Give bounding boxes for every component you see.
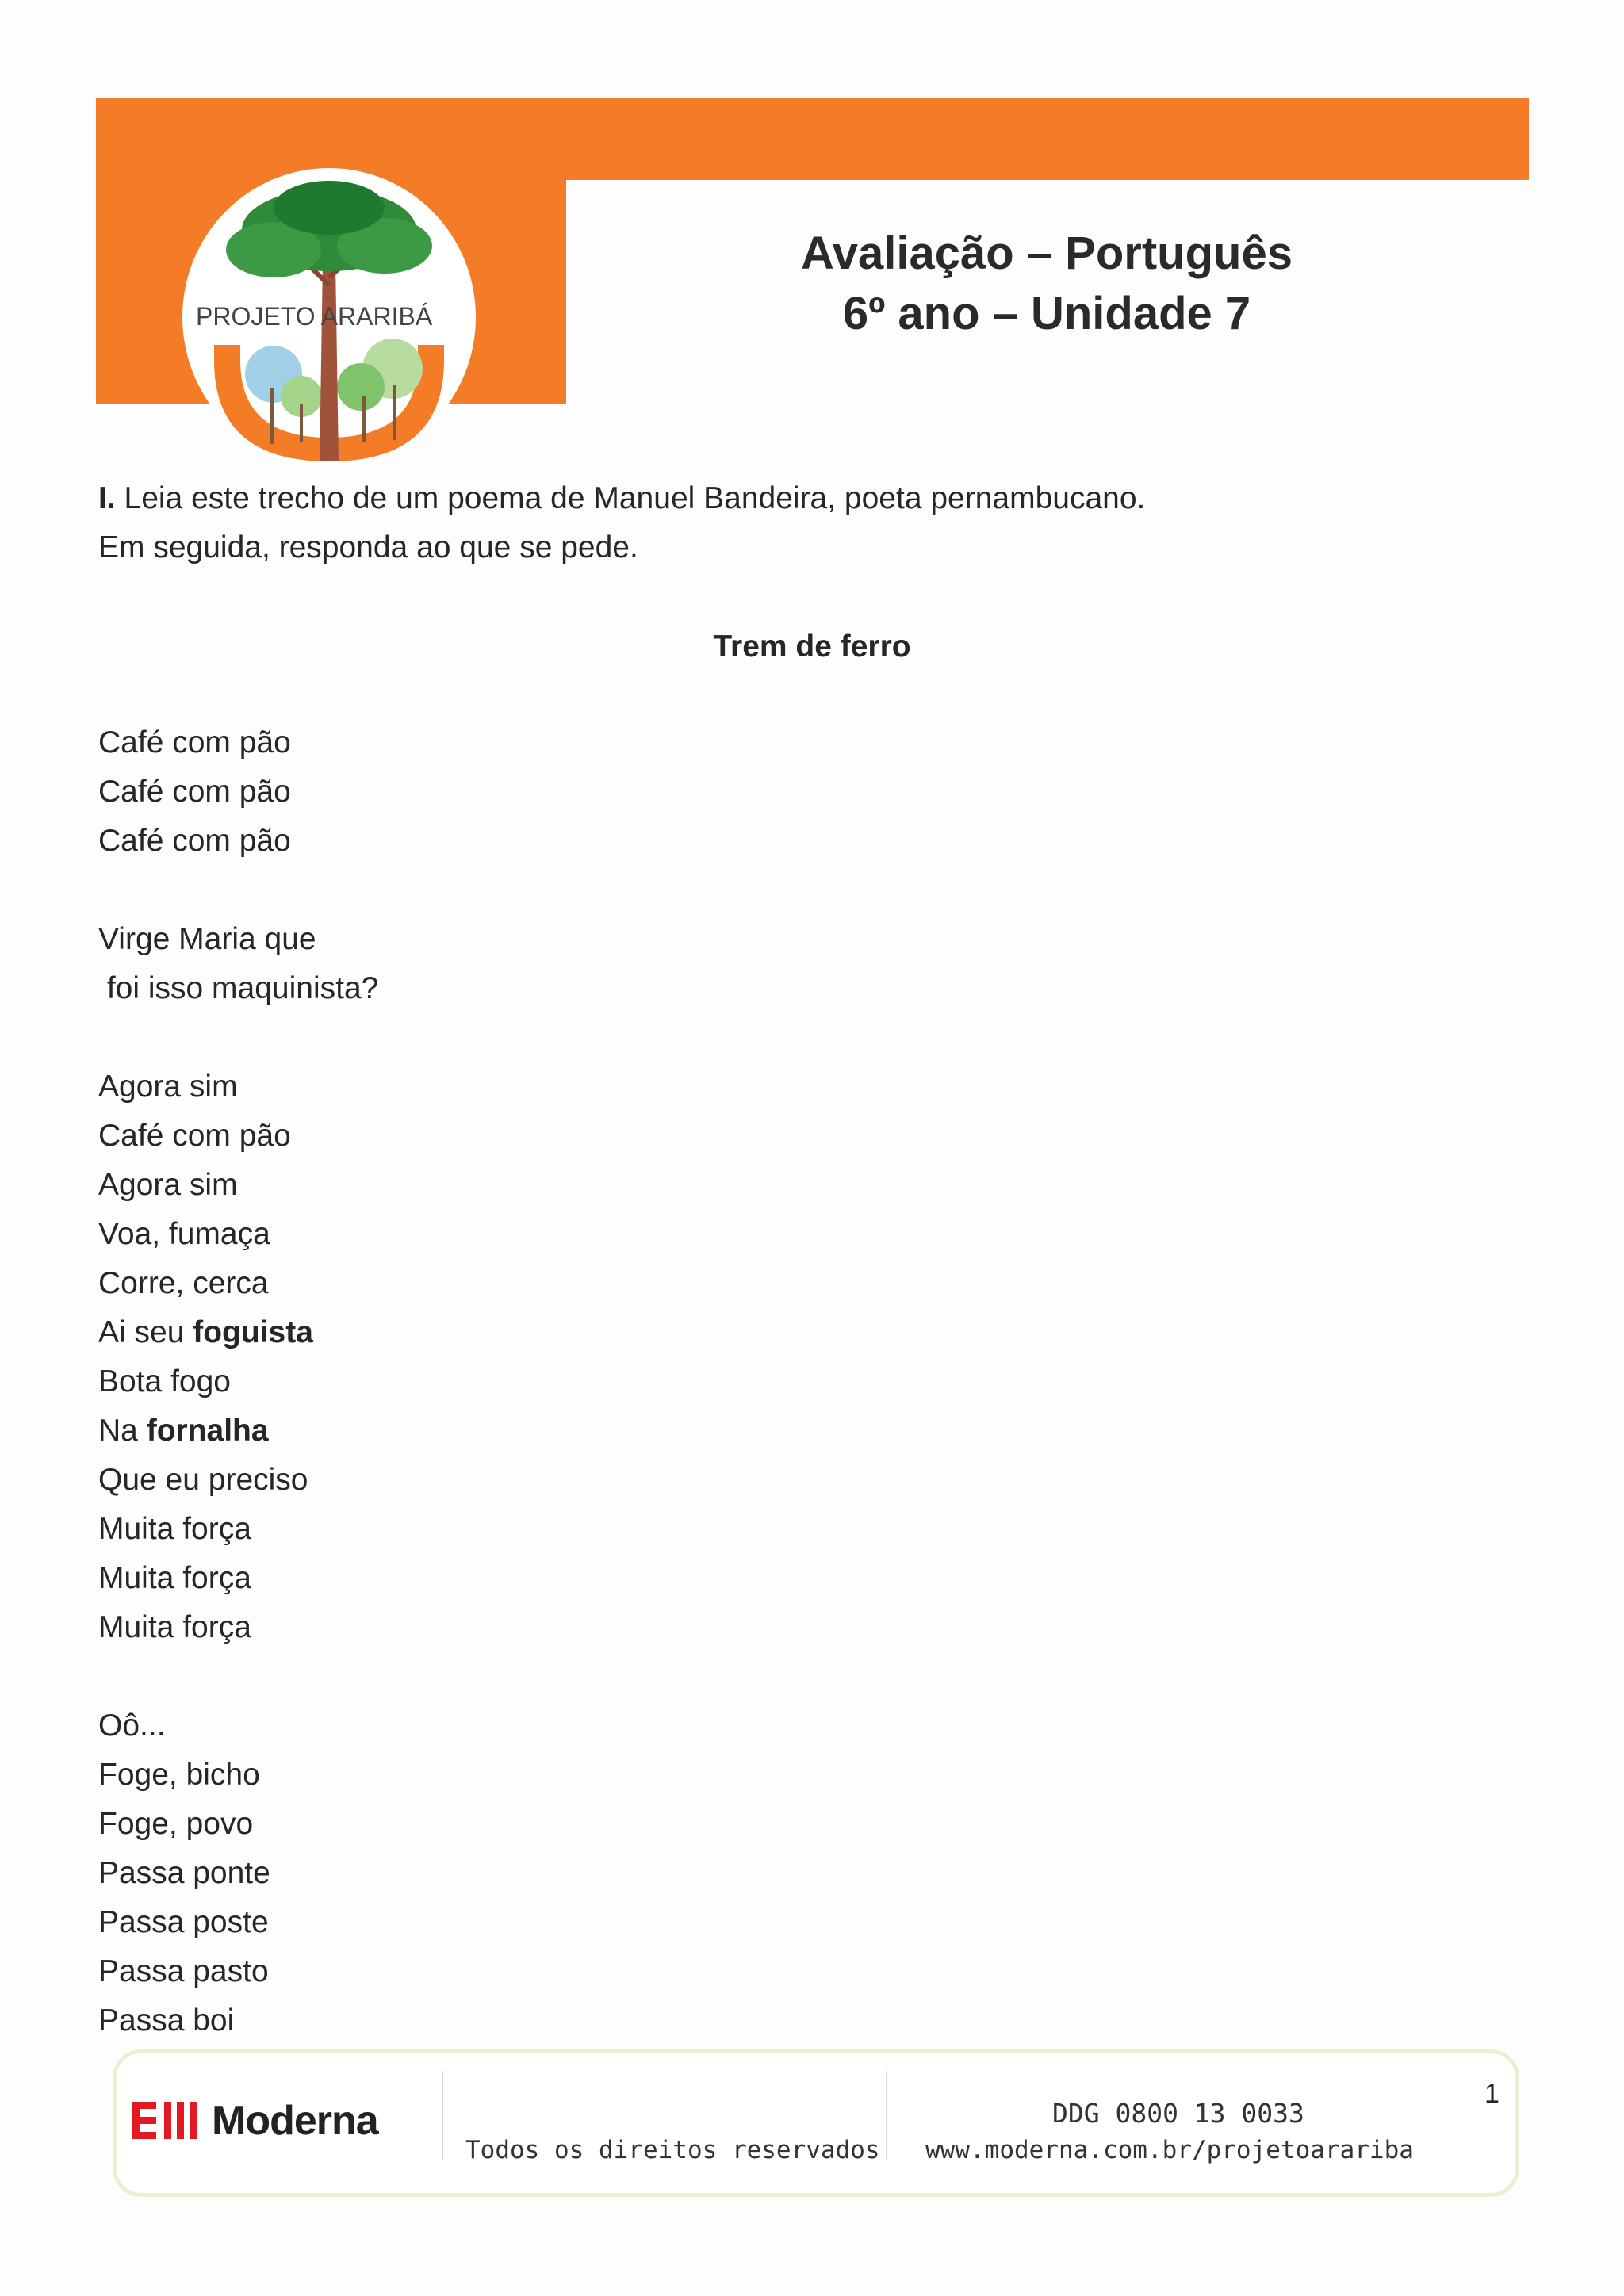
question-intro [98, 474, 1446, 572]
phone-number: DDG 0800 13 0033 [1052, 2098, 1304, 2129]
title-line-2: 6º ano – Unidade 7 [842, 288, 1251, 339]
logo-text: PROJETO ARARIBÁ [196, 302, 433, 331]
poem-line: Foge, povo [98, 1807, 254, 1841]
poem-line [98, 1308, 313, 1357]
poem-line: Voa, fumaça [98, 1217, 270, 1251]
poem-line: Passa poste [98, 1905, 269, 1939]
poem-title: Trem de ferro [713, 629, 911, 664]
intro-text-1: Leia este trecho de um poema de Manuel Bandeira, poeta pernambucano. [115, 481, 1146, 515]
intro-line-2: Em seguida, responda ao que se pede. [98, 530, 638, 564]
poem-line: Virge Maria que [98, 922, 316, 956]
poem-line: Agora sim [98, 1168, 238, 1202]
poem-line: Passa boi [98, 2003, 235, 2038]
bold-word-foguista: foguista [193, 1315, 313, 1349]
rights-text: Todos os direitos reservados [465, 2136, 880, 2164]
poem-line: Passa ponte [98, 1856, 270, 1890]
brand-name: Moderna [212, 2098, 378, 2144]
poem-line [98, 1406, 269, 1456]
poem-line: Café com pão [98, 725, 291, 760]
poem-line: Oô... [98, 1709, 166, 1743]
footer-divider [442, 2071, 443, 2160]
title-line-1: Avaliação – Português [801, 228, 1293, 279]
poem-line: Que eu preciso [98, 1463, 308, 1497]
moderna-brand [132, 2093, 378, 2149]
document-title [698, 224, 1396, 344]
poem-line: Café com pão [98, 775, 291, 809]
question-number: I. [98, 481, 116, 515]
intro-line-1 [98, 474, 1446, 523]
poem-line: Corre, cerca [98, 1266, 269, 1300]
poem-line: Muita força [98, 1561, 251, 1595]
poem-line: Café com pão [98, 824, 291, 858]
poem-line-text: Ai seu [98, 1315, 193, 1349]
poem-line: Agora sim [98, 1070, 238, 1104]
website-url: www.moderna.com.br/projetoarariba [925, 2136, 1414, 2164]
poem-line: Muita força [98, 1512, 251, 1546]
poem-line-text: Na [98, 1414, 147, 1448]
poem-line: Passa pasto [98, 1954, 269, 1988]
page-footer [113, 2049, 1519, 2197]
bold-word-fornalha: fornalha [146, 1414, 269, 1448]
projeto-arariba-logo [178, 166, 480, 468]
footer-divider [886, 2071, 887, 2160]
poem-line: Bota fogo [98, 1364, 231, 1399]
moderna-logo-icon [132, 2102, 197, 2140]
poem-line: foi isso maquinista? [98, 971, 379, 1005]
page-number: 1 [1484, 2079, 1500, 2109]
poem-line: Muita força [98, 1610, 251, 1644]
page-header [0, 0, 1624, 476]
poem-line: Café com pão [98, 1119, 291, 1153]
poem-line: Foge, bicho [98, 1758, 260, 1792]
